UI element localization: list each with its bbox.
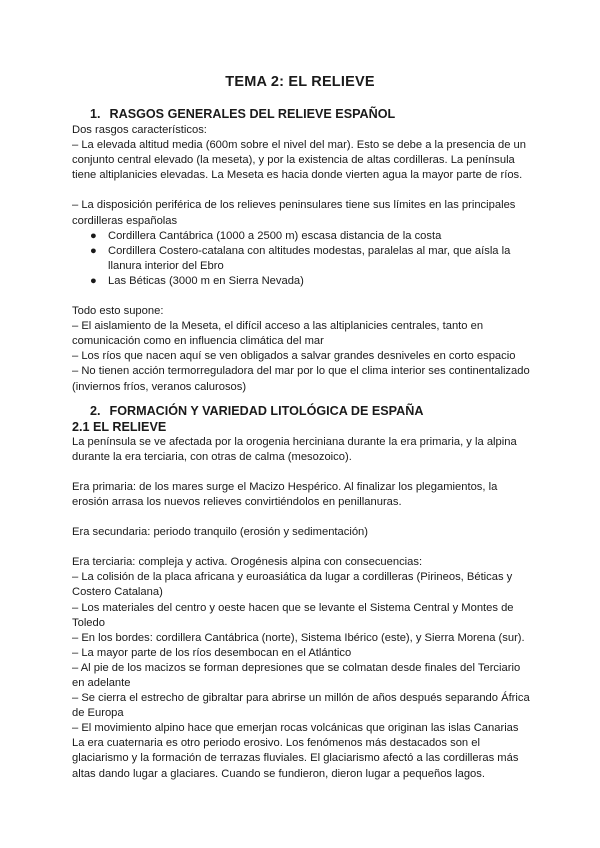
- supone-item: – Los ríos que nacen aquí se ven obligados a salvar grandes desniveles en corto espacio: [72, 350, 516, 363]
- list-item: ● Las Béticas (3000 m en Sierra Nevada): [72, 274, 532, 289]
- document-body: [72, 107, 532, 782]
- terciaria-item: – La colisión de la placa africana y euroasiática da lugar a cordilleras (Pirineos, Béticas y Costero Catalana): [72, 571, 513, 599]
- section-1-title: RASGOS GENERALES DEL RELIEVE ESPAÑOL: [109, 107, 396, 121]
- cordilleras-list: [72, 229, 532, 289]
- section-2-intro: La península se ve afectada por la orogenia herciniana durante la era primaria, y la alpina durante la era terciaria, con otras de calma (mesozoico).: [72, 435, 517, 463]
- list-item: ● Cordillera Cantábrica (1000 a 2500 m) escasa distancia de la costa: [72, 229, 532, 244]
- terciaria-item: – Se cierra el estrecho de gibraltar para abrirse un millón de años después separando África de Europa: [72, 692, 530, 720]
- list-item: ● Cordillera Costero-catalana con altitudes modestas, paralelas al mar, que aísla la llanura interior del Ebro: [90, 244, 511, 272]
- supone-intro: Todo esto supone:: [72, 305, 164, 318]
- supone-item: – No tienen acción termorreguladora del mar por lo que el clima interior ses continentalizado (inviernos fríos, veranos calurosos): [72, 365, 530, 393]
- section-2-number: 2.: [90, 403, 101, 418]
- section-1-intro: Dos rasgos característicos:: [72, 124, 207, 137]
- supone-item: – El aislamiento de la Meseta, el difícil acceso a las altiplanicies centrales, tanto en comunicación como en influencia climática del mar: [72, 320, 484, 348]
- section-2-heading: [90, 404, 532, 419]
- section-1-heading: [90, 107, 532, 122]
- bullet-icon: ●: [90, 229, 97, 242]
- terciaria-item: – El movimiento alpino hace que emerjan rocas volcánicas que originan las islas Canarias: [72, 722, 519, 735]
- era-primaria-paragraph: Era primaria: de los mares surge el Macizo Hespérico. Al finalizar los plegamientos, la erosión arrasa los nuevos relieves convirtiéndolos en penillanuras.: [72, 480, 498, 509]
- bullet-icon: ●: [90, 244, 97, 257]
- terciaria-item: – En los bordes: cordillera Cantábrica (norte), Sistema Ibérico (este), y Sierra Morena (sur).: [72, 631, 525, 644]
- terciaria-item: – Al pie de los macizos se forman depresiones que se colmatan desde finales del Terciario en adelante: [72, 661, 521, 689]
- era-cuaternaria-paragraph: La era cuaternaria es otro periodo erosivo. Los fenómenos más destacados son el glaciarismo y la formación de terrazas fluviales. El glaciarismo afectó a las cordilleras más altas dando lugar a glaciares. Cuando se fundieron, dieron lugar a pequeños lagos.: [72, 737, 519, 780]
- era-secundaria-paragraph: Era secundaria: periodo tranquilo (erosión y sedimentación): [72, 526, 369, 539]
- section-2-title: FORMACIÓN Y VARIEDAD LITOLÓGICA DE ESPAÑA: [109, 403, 424, 418]
- era-terciaria-intro: Era terciaria: compleja y activa. Orogénesis alpina con consecuencias:: [72, 556, 423, 569]
- document-title: TEMA 2: EL RELIEVE: [225, 74, 375, 90]
- section-1-number: 1.: [90, 107, 101, 121]
- bullet-icon: ●: [90, 274, 97, 287]
- section-1-paragraph-altitud: – La elevada altitud media (600m sobre el nivel del mar). Esto se debe a la presencia de un conjunto central elevado (la meseta), y por la existencia de altas cordilleras. La península tiene altiplanicies elevadas. La Meseta es hacia donde vierten agua la mayor parte de ríos.: [72, 139, 526, 182]
- terciaria-item: – La mayor parte de los ríos desembocan en el Atlántico: [72, 646, 352, 659]
- terciaria-item: – Los materiales del centro y oeste hacen que se levante el Sistema Central y Montes de Toledo: [72, 601, 514, 629]
- section-2-1-heading: 2.1 EL RELIEVE: [72, 419, 167, 434]
- section-1-paragraph-disposicion: – La disposición periférica de los relieves peninsulares tiene sus límites en las principales cordilleras españolas: [72, 199, 516, 227]
